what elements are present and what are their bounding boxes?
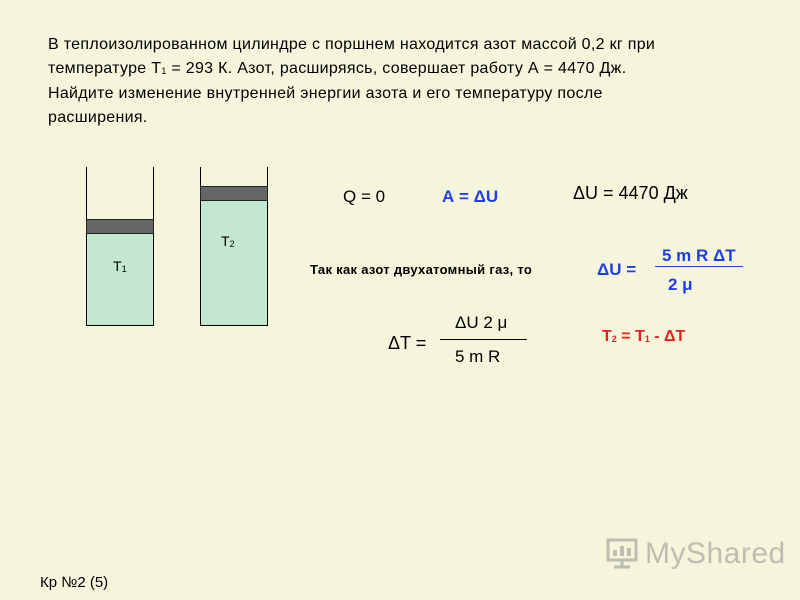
temperature-label-t2: $Т_2$ — [221, 233, 235, 249]
t2-formula: $Т_2 = Т_1 - \Delta Т$ — [602, 328, 686, 345]
work-equals-du-equation: А = ΔU — [442, 187, 499, 206]
watermark-text: MyShared — [645, 537, 786, 570]
problem-line-1: В теплоизолированном цилиндре с поршнем находится азот массой 0,2 кг при — [48, 36, 656, 53]
du-formula-denominator: 2 μ — [668, 275, 693, 294]
du-formula-label: ΔU = — [597, 260, 637, 279]
dt-formula-denominator: 5 m R — [455, 347, 501, 366]
piston-expanded — [200, 186, 268, 201]
gas-initial — [86, 233, 154, 326]
problem-line-2 — [48, 57, 768, 82]
cylinder-expanded — [200, 167, 268, 326]
du-formula-numerator: 5 m R ΔT — [662, 246, 736, 265]
gas-expanded — [200, 200, 268, 326]
dt-formula-label: ΔT = — [388, 333, 427, 353]
dt-formula-fraction-line — [440, 339, 527, 340]
myshared-watermark — [605, 537, 786, 574]
piston-initial — [86, 219, 154, 234]
temperature-label-t1: $Т_1$ — [113, 258, 127, 274]
presentation-logo-icon — [605, 537, 641, 569]
problem-line-4: расширения. — [48, 109, 148, 126]
heat-zero-equation: Q = 0 — [343, 187, 386, 206]
diatomic-gas-text: Так как азот двухатомный газ, то — [310, 262, 533, 277]
problem-line-2-start: температуре Т — [48, 60, 162, 77]
t1-subscript: 1 — [161, 66, 167, 76]
dt-formula-numerator: ΔU 2 μ — [455, 313, 508, 332]
slide-footer: Кр №2 (5) — [40, 574, 109, 591]
problem-line-3: Найдите изменение внутренней энергии азота и его температуру после — [48, 85, 603, 102]
du-value-equation: ΔU = 4470 Дж — [573, 183, 688, 203]
du-formula-fraction-line — [655, 266, 743, 267]
problem-line-2-end: = 293 К. Азот, расширяясь, совершает работу А = 4470 Дж. — [166, 60, 627, 77]
cylinder-initial — [86, 167, 154, 326]
problem-statement — [48, 33, 768, 130]
